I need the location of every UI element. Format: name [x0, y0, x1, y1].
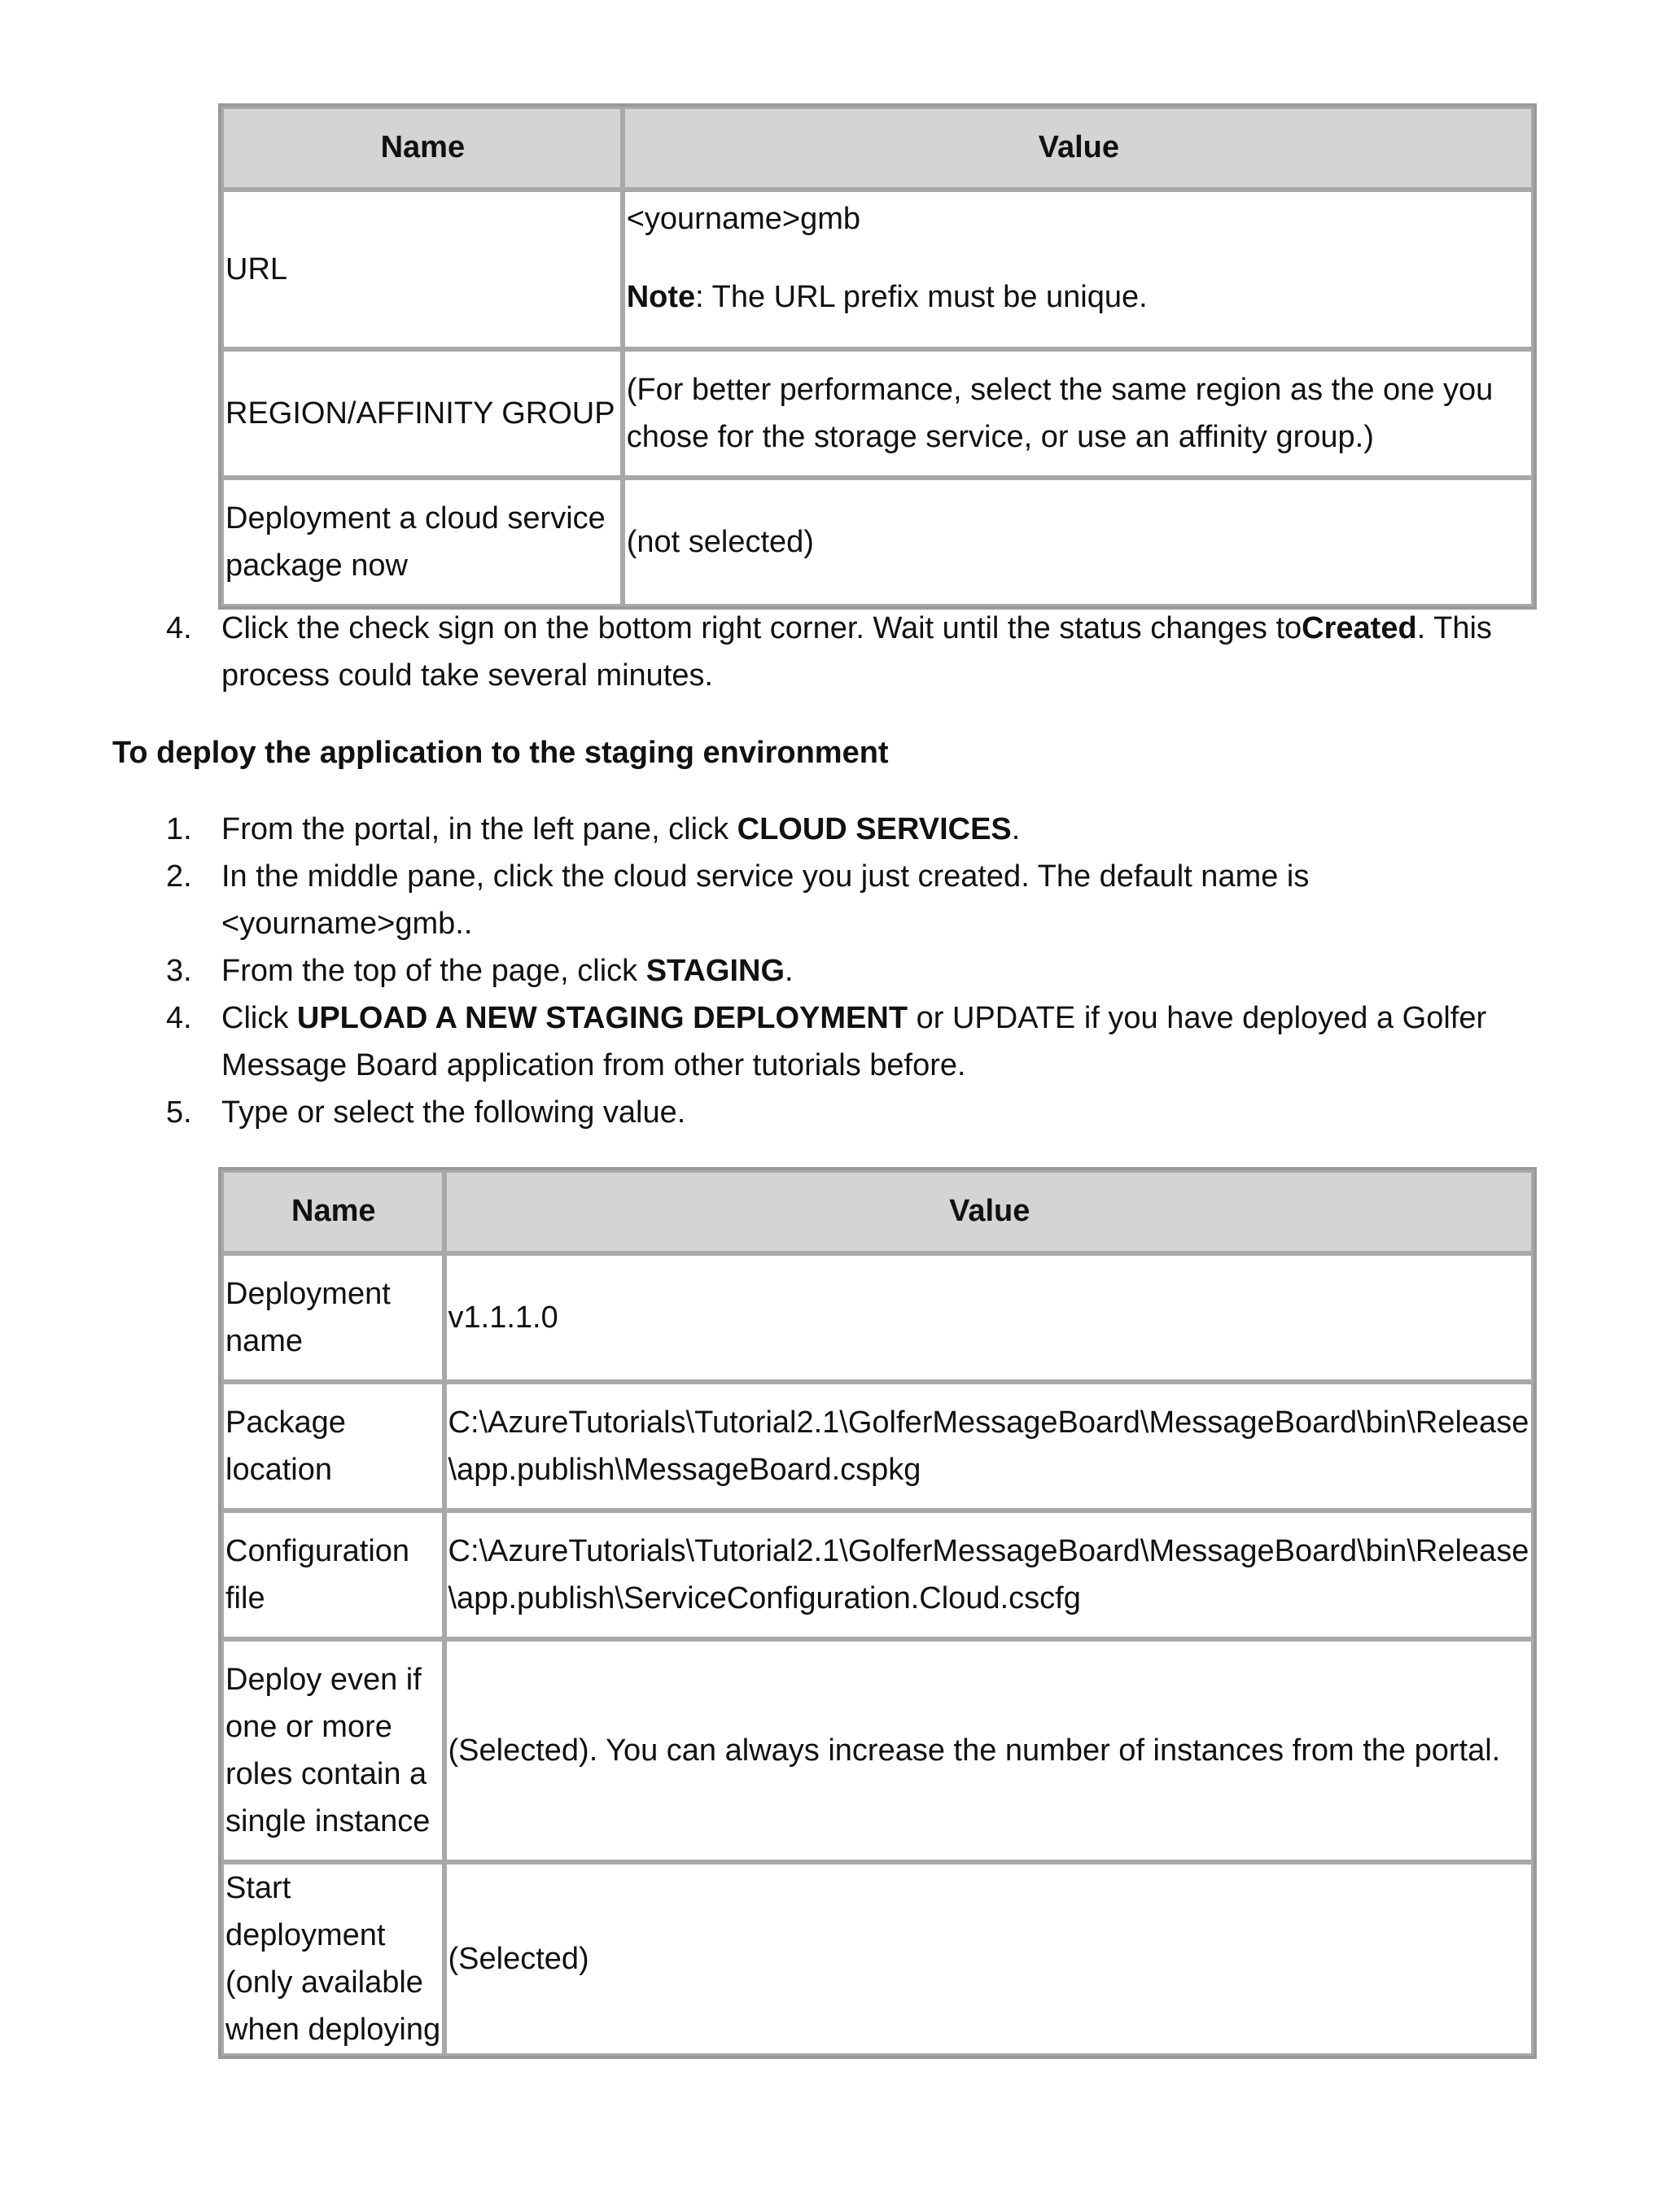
list-item [0, 853, 1551, 947]
step-bold-text: UPLOAD A NEW STAGING DEPLOYMENT [296, 1001, 908, 1035]
cell-value: C:\AzureTutorials\Tutorial2.1\GolferMessageBoard\MessageBoard\bin\Release \app.publish\ServiceConfiguration.Cloud.cscfg [444, 1510, 1534, 1639]
list-number: 4. [166, 1001, 192, 1035]
table-row [221, 190, 1534, 349]
table-row [221, 1639, 1534, 1862]
cell-value: (Selected). You can always increase the number of instances from the portal. [444, 1639, 1534, 1862]
list-number: 4. [166, 611, 192, 645]
cell-value: (not selected) [623, 478, 1534, 606]
table-row [221, 1862, 1534, 2056]
step-text: From the top of the page, click [221, 954, 646, 988]
cell-value: (For better performance, select the same region as the one you chose for the storage service, or use an affinity group.) [623, 349, 1534, 478]
url-value: <yourname>gmb [626, 202, 861, 236]
list-number: 1. [166, 812, 192, 846]
list-item [0, 1089, 1551, 1136]
list-number: 5. [166, 1095, 192, 1130]
step-text-after: . [1011, 812, 1021, 846]
step-text: In the middle pane, click the cloud service you just created. The default name is <yourname>gmb.. [221, 859, 1310, 941]
cell-name: Deployment a cloud service package now [221, 478, 623, 606]
cell-value: C:\AzureTutorials\Tutorial2.1\GolferMessageBoard\MessageBoard\bin\Release \app.publish\MessageBoard.cspkg [444, 1382, 1534, 1510]
step-bold-text: Created [1302, 611, 1417, 645]
cell-name: Configuration file [221, 1510, 444, 1639]
section-heading: To deploy the application to the staging environment [112, 736, 889, 770]
table-row [221, 1382, 1534, 1510]
step-bold-text: CLOUD SERVICES [737, 812, 1012, 846]
table-header-row [221, 1170, 1534, 1253]
step-text: From the portal, in the left pane, click [221, 812, 737, 846]
steps-list [0, 806, 1551, 1136]
step-text-after: or UPDATE if you have deployed a Golfer Message Board application from other tutorials before. [221, 1001, 1487, 1082]
cell-name: URL [221, 190, 623, 349]
cell-name: Package location [221, 1382, 444, 1510]
step-text: Click the check sign on the bottom right corner. Wait until the status changes to [221, 611, 1302, 645]
note-body: : The URL prefix must be unique. [695, 280, 1148, 314]
note-label: Note [626, 280, 696, 314]
step-text-after: . This process could take several minutes. [221, 611, 1492, 693]
cell-name: Deploy even if one or more roles contain a single instance [221, 1639, 444, 1862]
step-text: Type or select the following value. [221, 1095, 686, 1130]
list-item [0, 605, 1551, 699]
properties-table-1 [218, 103, 1537, 610]
table-row [221, 349, 1534, 478]
cell-name: Deployment name [221, 1253, 444, 1382]
cell-value [623, 190, 1534, 349]
column-header-value: Value [444, 1170, 1534, 1253]
column-header-value: Value [623, 107, 1534, 190]
list-item [0, 947, 1551, 995]
list-item [0, 995, 1551, 1089]
previous-step-list [0, 605, 1551, 699]
list-item [0, 806, 1551, 853]
properties-table-2 [218, 1167, 1537, 2059]
cell-name: Start deployment (only available when deploying [221, 1862, 444, 2056]
note-text [627, 273, 1531, 321]
cell-value: (Selected) [444, 1862, 1534, 2056]
table-row [221, 1510, 1534, 1639]
list-number: 3. [166, 954, 192, 988]
cell-value: v1.1.1.0 [444, 1253, 1534, 1382]
column-header-name: Name [221, 107, 623, 190]
list-number: 2. [166, 859, 192, 894]
column-header-name: Name [221, 1170, 444, 1253]
step-bold-text: STAGING [645, 954, 785, 988]
table-row [221, 1253, 1534, 1382]
step-text: Click [221, 1001, 297, 1035]
cell-name: REGION/AFFINITY GROUP [221, 349, 623, 478]
step-text-after: . [785, 954, 794, 988]
table-header-row [221, 107, 1534, 190]
table-row [221, 478, 1534, 606]
